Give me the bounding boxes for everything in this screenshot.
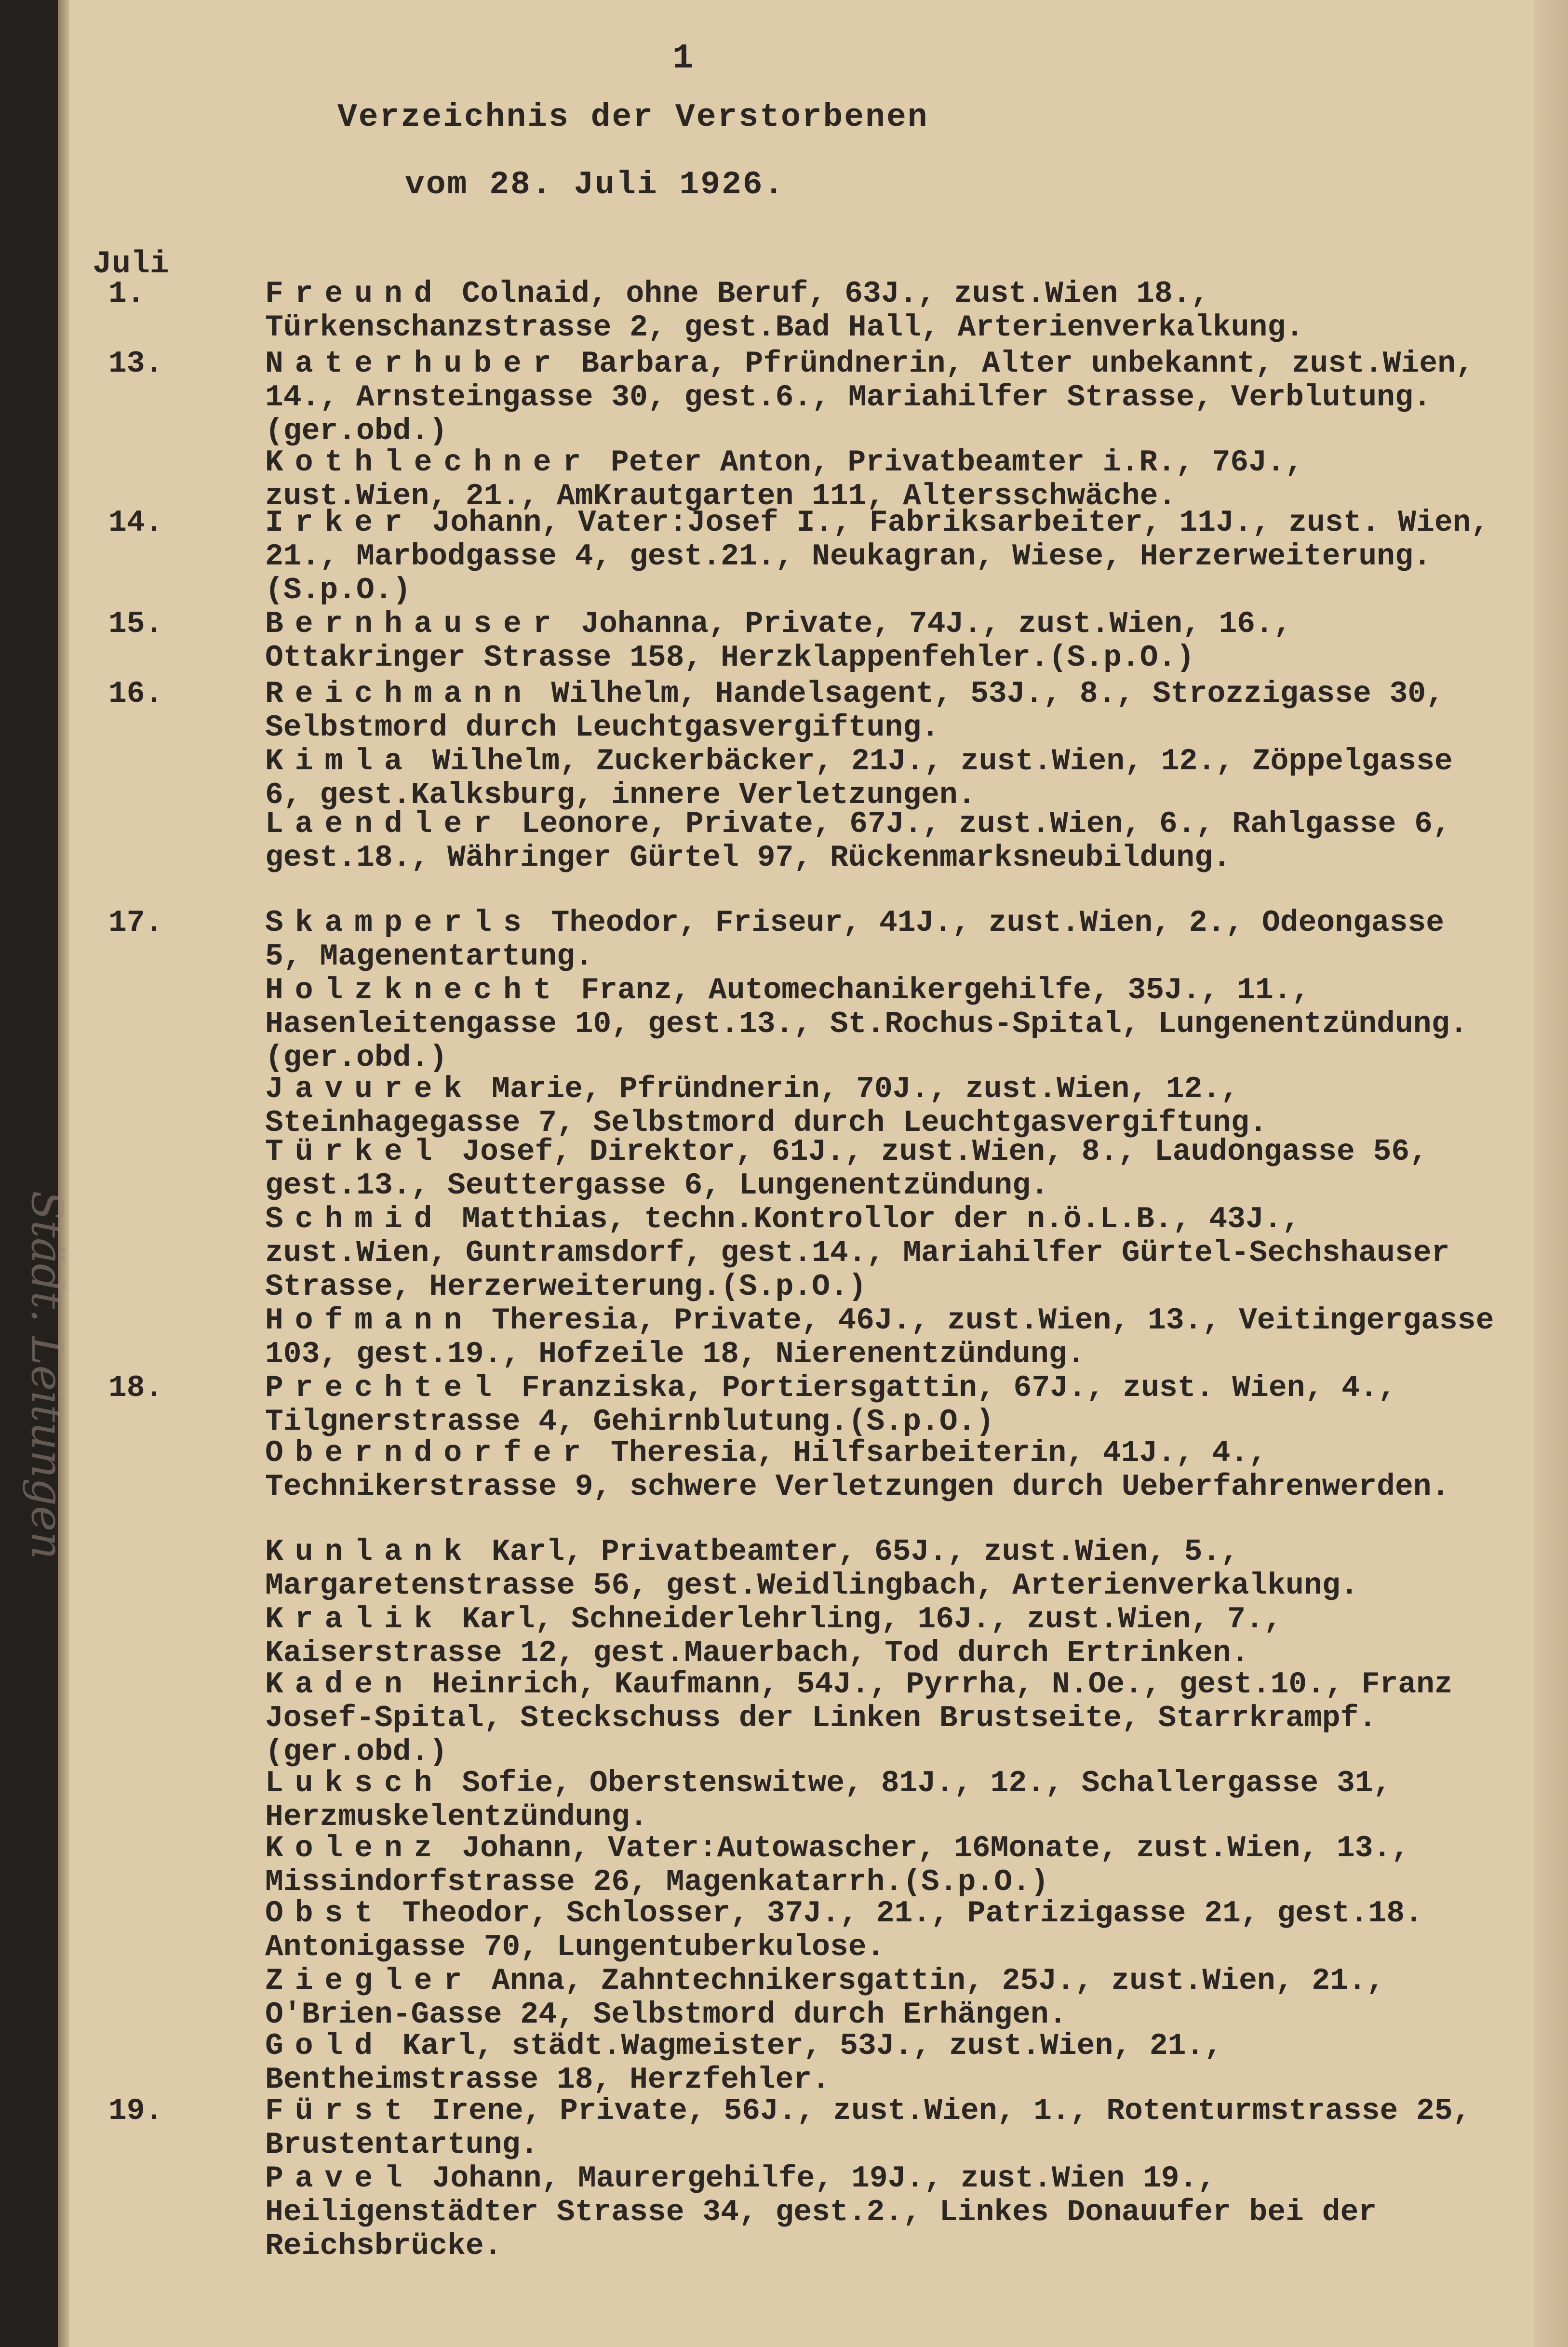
entry-details: Barbara, Pfründnerin, Alter unbekannt, zust.Wien, 14., Arnsteingasse 30, gest.6., Mariahilfer Strasse, Verblutung.(ger.obd.) [265, 347, 1492, 448]
month-label: Juli [93, 246, 169, 282]
entry-date: 1. [108, 277, 145, 311]
entry-date: 17. [108, 906, 163, 940]
document-date-heading: vom 28. Juli 1926. [405, 166, 785, 203]
entry-surname: Holzknecht [265, 973, 563, 1007]
entry-details: Franz, Automechanikergehilfe, 35J., 11., Hasenleitengasse 10, gest.13., St.Rochus-Spital, Lungenentzündung.(ger.obd.) [265, 973, 1468, 1075]
entry-details: Karl, Schneiderlehrling, 16J., zust.Wien, 7., Kaiserstrasse 12, gest.Mauerbach, Tod durch Ertrinken. [265, 1602, 1300, 1670]
entry-surname: Reichmann [265, 677, 533, 711]
entry-details: Marie, Pfründnerin, 70J., zust.Wien, 12., Steinhagegasse 7, Selbstmord durch Leuchtgasvergiftung. [265, 1072, 1268, 1140]
entry-details: Heinrich, Kaufmann, 54J., Pyrrha, N.Oe., gest.10., Franz Josef-Spital, Steckschuss der Linken Brustseite, Starrkrampf.(ger.obd.) [265, 1667, 1471, 1769]
entry-details: Colnaid, ohne Beruf, 63J., zust.Wien 18., Türkenschanzstrasse 2, gest.Bad Hall, Arterienverkalkung. [265, 277, 1304, 345]
entry-surname: Laendler [265, 807, 503, 841]
page-number: 1 [672, 39, 694, 78]
entry-surname: Schmid [265, 1202, 444, 1236]
entry-details: Karl, städt.Wagmeister, 53J., zust.Wien, 21., Bentheimstrasse 18, Herzfehler. [265, 2029, 1241, 2097]
entry-details: Josef, Direktor, 61J., zust.Wien, 8., Laudongasse 56, gest.13., Seuttergasse 6, Lungenentzündung. [265, 1135, 1446, 1203]
entry-date: 13. [108, 347, 163, 381]
entry-surname: Oberndorfer [265, 1436, 593, 1470]
entry-details: Theresia, Hilfsarbeiterin, 41J., 4., Technikerstrasse 9, schwere Verletzungen durch Ueberfahrenwerden. [265, 1436, 1450, 1504]
entry-date: 14. [108, 506, 163, 540]
entry-date: 19. [108, 2094, 163, 2128]
entry-details: Sofie, Oberstenswitwe, 81J., 12., Schallergasse 31, Herzmuskelentzündung. [265, 1766, 1410, 1834]
entry-date: 18. [108, 1371, 163, 1405]
document-title: Verzeichnis der Verstorbenen [337, 99, 929, 136]
entry-details: Karl, Privatbeamter, 65J., zust.Wien, 5., Margaretenstrasse 56, gest.Weidlingbach, Arterienverkalkung. [265, 1535, 1359, 1603]
entry-details: Matthias, techn.Kontrollor der n.ö.L.B., 43J., zust.Wien, Guntramsdorf, gest.14., Mariahilfer Gürtel-Sechshauser Strasse, Herzerweiterung.(S.p.O.) [265, 1202, 1468, 1304]
entry-surname: Kolenz [265, 1831, 444, 1865]
entry-surname: Prechtel [265, 1371, 503, 1405]
entry-details: Leonore, Private, 67J., zust.Wien, 6., Rahlgasse 6, gest.18., Währinger Gürtel 97, Rückenmarksneubildung. [265, 807, 1469, 875]
entry-details: Wilhelm, Handelsagent, 53J., 8., Strozzigasse 30, Selbstmord durch Leuchtgasvergiftung. [265, 677, 1462, 745]
entry-surname: Hofmann [265, 1303, 474, 1338]
entry-details: Irene, Private, 56J., zust.Wien, 1., Rotenturmstrasse 25, Brustentartung. [265, 2094, 1489, 2162]
entry-details: Theodor, Friseur, 41J., zust.Wien, 2., Odeongasse 5, Magenentartung. [265, 906, 1462, 974]
entry-details: Theodor, Schlosser, 37J., 21., Patrizigasse 21, gest.18. Antonigasse 70, Lungentuberkulose. [265, 1896, 1441, 1964]
entry-surname: Freund [265, 277, 444, 311]
entry-surname: Irker [265, 506, 414, 540]
entry-surname: Luksch [265, 1766, 444, 1800]
entry-details: Johann, Vater:Autowascher, 16Monate, zust.Wien, 13., Missindorfstrasse 26, Magenkatarrh.(S.p.O.) [265, 1831, 1428, 1899]
entry-details: Wilhelm, Zuckerbäcker, 21J., zust.Wien, 12., Zöppelgasse 6, gest.Kalksburg, innere Verletzungen. [265, 744, 1471, 812]
entry-details: Peter Anton, Privatbeamter i.R., 76J., zust.Wien, 21., AmKrautgarten 111, Altersschwäche. [265, 445, 1322, 513]
entry-details: Theresia, Private, 46J., zust.Wien, 13., Veitingergasse 103, gest.19., Hofzeile 18, Nierenentzündung. [265, 1303, 1513, 1371]
entry-details: Johann, Vater:Josef I., Fabriksarbeiter, 11J., zust. Wien, 21., Marbodgasse 4, gest.21., Neukagran, Wiese, Herzerweiterung.(S.p.O.) [265, 506, 1508, 607]
entry-surname: Naterhuber [265, 347, 563, 381]
entry-surname: Türkel [265, 1135, 444, 1169]
entry-date: 16. [108, 677, 163, 711]
entry-details: Johann, Maurergehilfe, 19J., zust.Wien 19., Heiligenstädter Strasse 34, gest.2., Linkes Donauufer bei der Reichsbrücke. [265, 2161, 1395, 2263]
entry-surname: Kunlank [265, 1535, 474, 1569]
entry-surname: Pavel [265, 2161, 414, 2196]
entry-surname: Bernhauser [265, 607, 563, 641]
entry-details: Anna, Zahntechnikersgattin, 25J., zust.Wien, 21., O'Brien-Gasse 24, Selbstmord durch Erhängen. [265, 1964, 1403, 2032]
handwritten-marginalia: Städt. Leitungen [22, 1191, 72, 1560]
entry-date: 15. [108, 607, 163, 641]
entry-details: Franziska, Portiersgattin, 67J., zust. Wien, 4., Tilgnerstrasse 4, Gehirnblutung.(S.p.O.) [265, 1371, 1415, 1439]
entry-surname: Fürst [265, 2094, 414, 2128]
entry-surname: Skamperls [265, 906, 533, 940]
entry-surname: Kralik [265, 1602, 444, 1636]
entry-surname: Javurek [265, 1072, 474, 1106]
entry-surname: Obst [265, 1896, 384, 1931]
entry-surname: Ziegler [265, 1964, 474, 1998]
entry-details: Johanna, Private, 74J., zust.Wien, 16., Ottakringer Strasse 158, Herzklappenfehler.(S.p.O.) [265, 607, 1310, 675]
entry-surname: Gold [265, 2029, 384, 2063]
entry-surname: Kimla [265, 744, 414, 778]
entry-surname: Kothlechner [265, 445, 593, 480]
entry-surname: Kaden [265, 1667, 414, 1702]
